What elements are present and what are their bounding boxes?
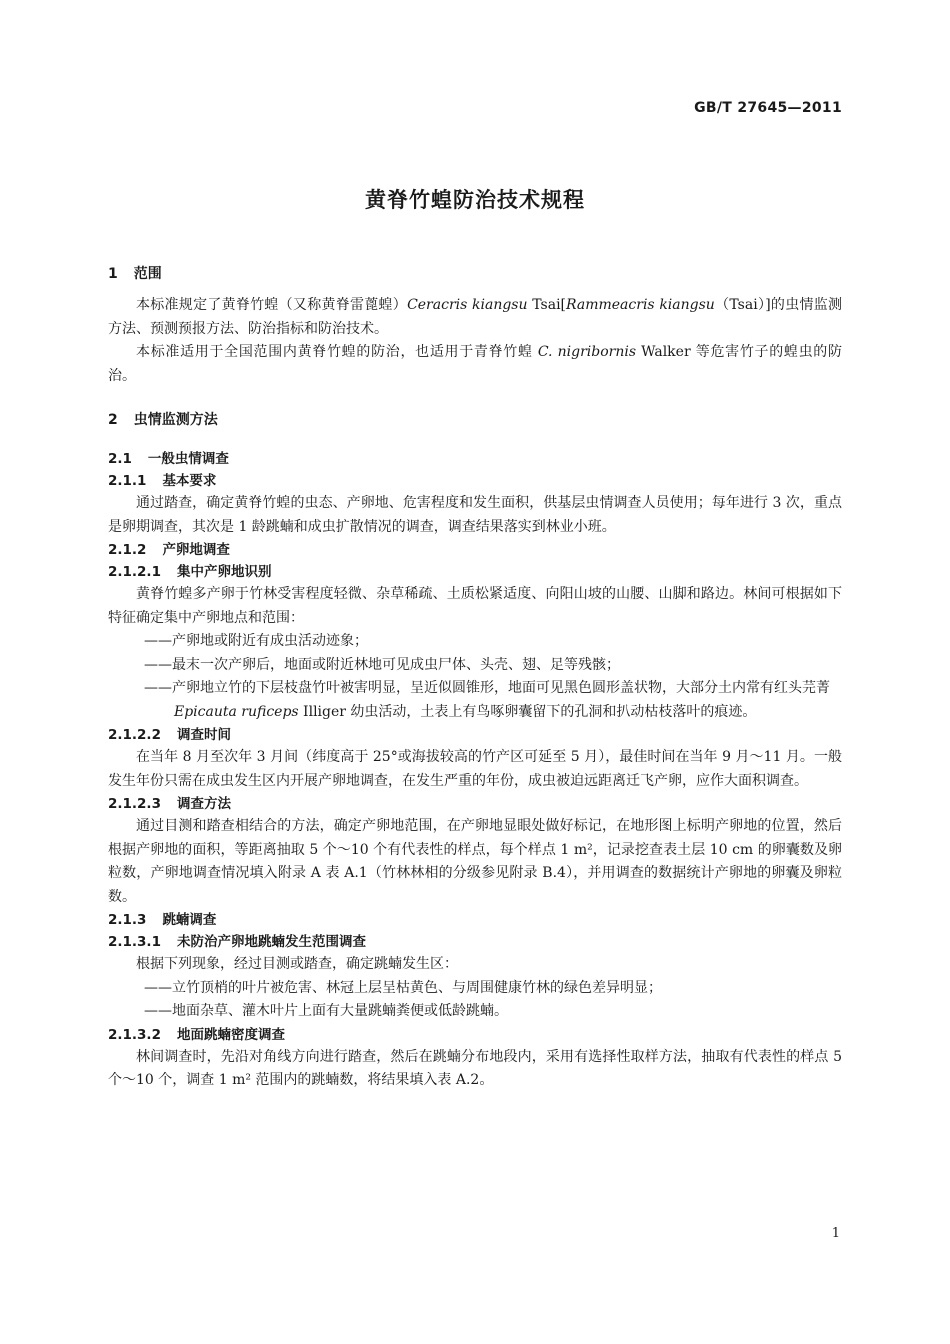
section-number: 2 (108, 412, 118, 428)
section-2-1-1-heading: 2.1.1 基本要求 (108, 473, 217, 489)
scientific-name: Epicauta ruficeps (174, 703, 299, 720)
standard-code: GB/T 27645—2011 (694, 100, 842, 116)
paragraph: 本标准规定了黄脊竹蝗（又称黄脊雷蓖蝗）Ceracris kiangsu Tsai[Rammeacris kiangsu（Tsai）]的虫情监测方法、预测预报方法、防治指标和防治技术。 (108, 297, 842, 337)
list-item: ——地面杂草、灌木叶片上面有大量跳蝻粪便或低龄跳蝻。 (144, 1003, 508, 1019)
section-2-1-3-1-heading: 2.1.3.1 未防治产卵地跳蝻发生范围调查 (108, 934, 366, 950)
page-number: 1 (831, 1226, 840, 1241)
section-title: 范围 (133, 266, 162, 282)
paragraph: 通过目测和踏查相结合的方法，确定产卵地范围，在产卵地显眼处做好标记，在地形图上标明产卵地的位置，然后根据产卵地的面积，等距离抽取 5 个～10 个有代表性的样点，每个样点 1 m²，记录挖查表土层 10 cm 的卵囊数及卵粒数，产卵地调查情况填入附录 A 表 A.1（竹林林相的分级参见附录 B.4），并用调查的数据统计产卵地的卵囊及卵粒数。 (108, 818, 842, 905)
scientific-name: Rammeacris kiangsu (566, 297, 715, 313)
paragraph: 根据下列现象，经过目测或踏查，确定跳蝻发生区： (136, 956, 458, 972)
section-2-1-2-1-heading: 2.1.2.1 集中产卵地识别 (108, 564, 272, 580)
paragraph: 通过踏查，确定黄脊竹蝗的虫态、产卵地、危害程度和发生面积，供基层虫情调查人员使用；每年进行 3 次，重点是卵期调查，其次是 1 龄跳蝻和成虫扩散情况的调查，调查结果落实到林业小班。 (108, 495, 842, 535)
paragraph: 林间调查时，先沿对角线方向进行踏查，然后在跳蝻分布地段内，采用有选择性取样方法，抽取有代表性的样点 5 个～10 个，调查 1 m² 范围内的跳蝻数，将结果填入表 A.2。 (108, 1048, 842, 1088)
section-2-1-2-3-heading: 2.1.2.3 调查方法 (108, 796, 231, 812)
paragraph: 在当年 8 月至次年 3 月间（纬度高于 25°或海拔较高的竹产区可延至 5 月），最佳时间在当年 9 月～11 月。一般发生年份只需在成虫发生区内开展产卵地调查，在发生严重的年份，成虫被迫远距离迁飞产卵，应作大面积调查。 (108, 749, 842, 789)
section-2-1-3-2-heading: 2.1.3.2 地面跳蝻密度调查 (108, 1026, 285, 1043)
section-title: 虫情监测方法 (133, 412, 218, 428)
list-item: ——立竹顶梢的叶片被危害、林冠上层呈枯黄色、与周围健康竹林的绿色差异明显； (144, 979, 662, 996)
section-2-heading (108, 410, 842, 430)
section-1-heading (108, 264, 842, 284)
section-2-1-3-heading: 2.1.3 跳蝻调查 (108, 912, 217, 928)
document-body (108, 264, 842, 1093)
paragraph: 本标准适用于全国范围内黄脊竹蝗的防治，也适用于青脊竹蝗 C. nigribornis Walker 等危害竹子的蝗虫的防治。 (108, 344, 842, 384)
list-item: ——产卵地或附近有成虫活动迹象； (144, 633, 368, 649)
section-2-1-heading: 2.1 一般虫情调查 (108, 451, 229, 467)
section-2-1-2-heading: 2.1.2 产卵地调查 (108, 542, 230, 558)
scientific-name: Ceracris kiangsu (407, 297, 528, 313)
scientific-name: C. nigribornis (537, 344, 637, 360)
document-title: 黄脊竹蝗防治技术规程 (365, 188, 585, 212)
list-item: ——产卵地立竹的下层枝盘竹叶被害明显，呈近似圆锥形，地面可见黑色圆形盖状物，大部分土内常有红头芫菁 Epicauta ruficeps Illiger 幼虫活动，土表上有鸟啄卵囊留下的孔洞和扒动枯枝落叶的痕迹。 (144, 680, 830, 720)
section-2-1-2-2-heading: 2.1.2.2 调查时间 (108, 727, 231, 743)
list-item: ——最末一次产卵后，地面或附近林地可见成虫尸体、头壳、翅、足等残骸； (144, 656, 620, 673)
section-number: 1 (108, 266, 118, 282)
paragraph: 黄脊竹蝗多产卵于竹林受害程度轻微、杂草稀疏、土质松紧适度、向阳山坡的山腰、山脚和路边。林间可根据如下特征确定集中产卵地点和范围： (108, 586, 842, 626)
